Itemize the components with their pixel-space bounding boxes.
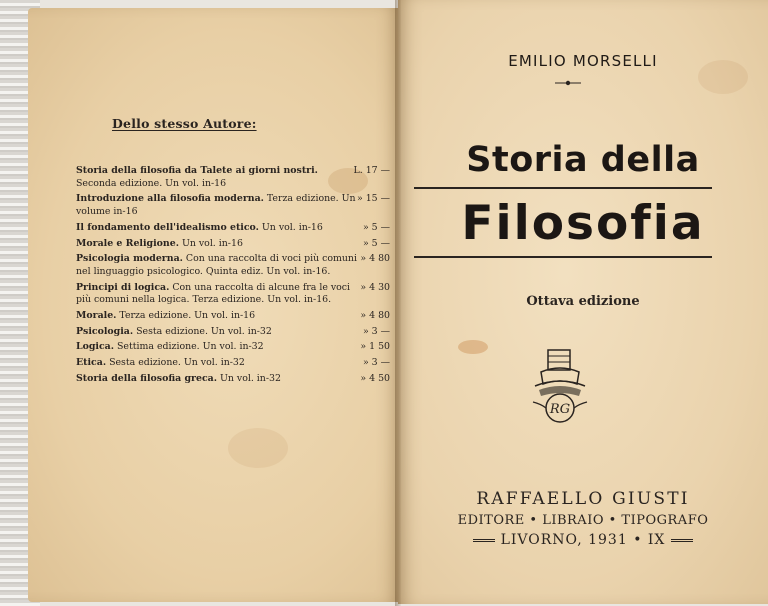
work-detail: Settima edizione. Un vol. in-32	[117, 341, 264, 353]
work-price: » 3 —	[362, 325, 390, 337]
work-price: » 4 80	[360, 253, 390, 265]
publisher-mark-icon	[527, 346, 593, 426]
rule-dash	[473, 539, 495, 542]
foxing-stain	[228, 428, 288, 468]
work-price: L. 17 —	[353, 165, 390, 176]
work-price: » 15 —	[356, 193, 390, 205]
work-detail: Terza edizione. Un vol. in-16	[119, 310, 256, 322]
works-list	[76, 165, 390, 389]
edition-label: Ottava edizione	[526, 294, 640, 309]
work-title: Morale.	[76, 310, 117, 322]
work-price: » 4 80	[360, 310, 390, 322]
rule-dash	[671, 539, 693, 542]
title-rule-top	[414, 187, 712, 189]
work-title: Etica.	[76, 357, 107, 369]
work-entry	[76, 193, 390, 218]
work-detail: Un vol. in-16	[261, 221, 323, 233]
publisher-name: RAFFAELLO GIUSTI	[476, 489, 690, 509]
publisher-place: LIVORNO, 1931 • IX	[500, 532, 666, 548]
work-entry	[76, 222, 390, 235]
book-title-line1: Storia della	[466, 140, 700, 180]
work-entry	[76, 238, 390, 251]
work-price: » 3 —	[362, 357, 390, 369]
author-name: EMILIO MORSELLI	[508, 52, 658, 70]
work-title: Psicologia.	[76, 325, 134, 337]
work-price: » 4 30	[360, 281, 390, 293]
publisher-monogram: RG	[549, 402, 571, 417]
work-entry	[76, 357, 390, 370]
work-detail: Un vol. in-32	[219, 372, 281, 384]
work-title: Psicologia moderna.	[76, 253, 183, 265]
work-title: Principi di logica.	[76, 281, 170, 293]
work-entry	[76, 341, 390, 354]
work-detail: Sesta edizione. Un vol. in-32	[136, 325, 272, 337]
work-entry	[76, 165, 390, 190]
work-entry	[76, 282, 390, 307]
work-entry	[76, 253, 390, 278]
work-title: Logica.	[76, 341, 115, 353]
work-title: Introduzione alla filosofia moderna.	[76, 193, 264, 205]
work-price: » 4 50	[360, 372, 390, 384]
foxing-stain	[458, 340, 488, 354]
work-title: Morale e Religione.	[76, 237, 179, 249]
work-price: » 1 50	[360, 341, 390, 353]
works-heading: Dello stesso Autore:	[112, 116, 257, 131]
title-rule-bottom	[414, 256, 712, 258]
ornament-icon	[555, 80, 581, 86]
work-detail: Sesta edizione. Un vol. in-32	[109, 357, 245, 369]
book-title-line2: Filosofia	[461, 196, 705, 251]
work-entry	[76, 310, 390, 323]
work-price: » 5 —	[362, 237, 390, 249]
publisher-place-line	[398, 532, 768, 548]
publisher-role: EDITORE • LIBRAIO • TIPOGRAFO	[457, 513, 709, 528]
work-title: Storia della filosofia greca.	[76, 372, 217, 384]
work-detail: Un vol. in-16	[181, 237, 243, 249]
work-entry	[76, 373, 390, 386]
work-detail: Con una raccolta di voci più comuni nel linguaggio psicologico. Quinta ediz. Un vol. in-16.	[76, 253, 357, 277]
work-price: » 5 —	[362, 221, 390, 233]
work-detail: Con una raccolta di alcune fra le voci più comuni nella logica. Terza edizione. Un vol. in-16.	[76, 281, 351, 306]
work-title: Il fondamento dell'idealismo etico.	[76, 221, 259, 233]
work-entry	[76, 326, 390, 339]
work-detail: Seconda edizione. Un vol. in-16	[76, 177, 227, 189]
work-detail: Terza edizione. Un volume in-16	[76, 193, 356, 218]
work-title: Storia della filosofia da Talete ai giorni nostri.	[76, 165, 318, 176]
